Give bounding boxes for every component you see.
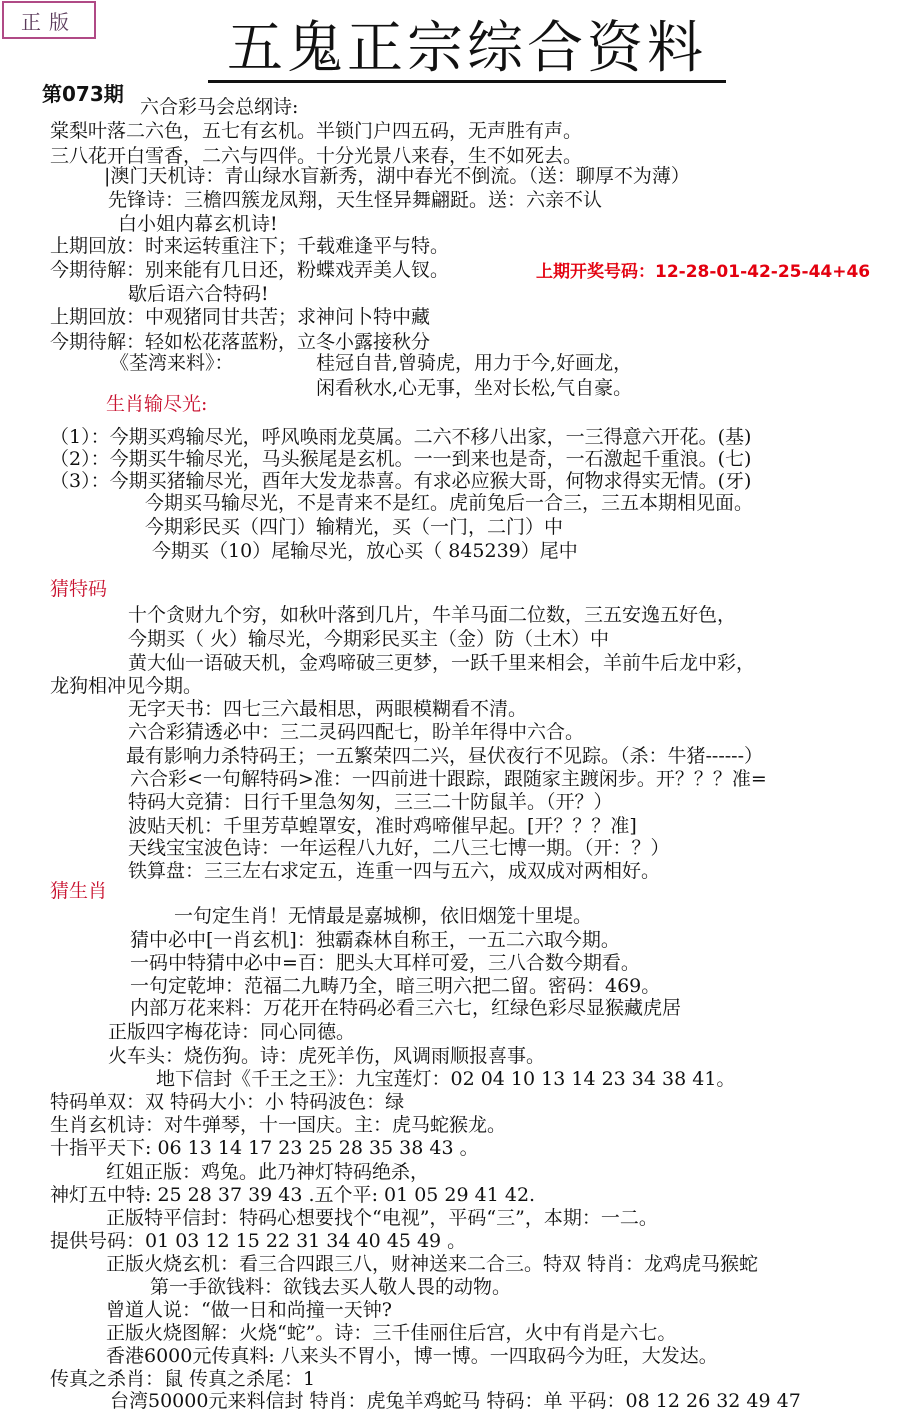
text-line: 火车头：烧伤狗。诗：虎死羊伤，风调雨顺报喜事。: [108, 1045, 546, 1067]
text-line: 六合彩<一句解特码>准：一四前进十跟踪，跟随家主踱闲步。开？？？准=: [130, 768, 767, 790]
text-line: 内部万花来料：万花开在特码必看三六七，红绿色彩尽显猴藏虎居: [130, 997, 682, 1019]
section-heading-zodiac-lose: 生肖输尽光:: [106, 393, 208, 415]
text-line: 十指平天下: 06 13 14 17 23 25 28 35 38 43 。: [50, 1137, 479, 1159]
text-line: 特码单双：双 特码大小：小 特码波色：绿: [50, 1091, 405, 1113]
section-heading-guess-zodiac: 猜生肖: [50, 880, 108, 902]
text-line: 黄大仙一语破天机，金鸡啼破三更梦，一跃千里来相会，羊前牛后龙中彩，: [128, 652, 756, 674]
edition-badge-label: 正版: [21, 9, 77, 34]
text-line: 今期待解：轻如松花落蓝粉，立冬小露接秋分: [50, 331, 431, 353]
text-line: 第一手欲钱料：欲钱去买人敬人畏的动物。: [150, 1276, 512, 1298]
text-line: 正版火烧玄机：看三合四跟三八，财神送来二合三。特双 特肖：龙鸡虎马猴蛇: [106, 1253, 759, 1275]
text-line: 传真之杀肖：鼠 传真之杀尾：1: [50, 1368, 316, 1390]
text-line: 台湾50000元来料信封 特肖：虎兔羊鸡蛇马 特码：单 平码：08 12 26 32 49 47: [110, 1390, 801, 1412]
text-line: 今期买（10）尾输尽光，放心买（ 845239）尾中: [152, 540, 578, 562]
text-line: 一码中特猜中必中=百：肥头大耳样可爱，三八合数今期看。: [130, 952, 640, 974]
text-line: 六合彩马会总纲诗:: [140, 96, 299, 118]
text-line: 香港6000元传真料: 八来头不胃小，博一博。一四取码今为旺，大发达。: [106, 1345, 718, 1367]
text-line: 最有影响力杀特码王；一五繁荣四二兴，昼伏夜行不见踪。（杀：牛猪------）: [126, 745, 764, 767]
text-line: 《荃湾来料》：: [110, 352, 234, 374]
text-line: 铁算盘：三三左右求定五，连重一四与五六，成双成对两相好。: [128, 860, 661, 882]
text-line: 生肖玄机诗：对牛弹琴，十一国庆。主：虎马蛇猴龙。: [50, 1114, 507, 1136]
issue-number: 第073期: [42, 82, 124, 106]
text-line: 先锋诗：三檐四簇龙凤翔，天生怪异舞翩跹。送：六亲不认: [108, 189, 603, 211]
last-draw-numbers: 上期开奖号码：12-28-01-42-25-44+46: [536, 262, 871, 282]
text-line: 龙狗相冲见今期。: [50, 675, 203, 697]
section-heading-guess-special: 猜特码: [50, 578, 108, 600]
text-line: 猜中必中[一肖玄机]：独霸森林自称王，一五二六取今期。: [130, 929, 620, 951]
text-line: 三八花开白雪香，二六与四伴。十分光景八来春，生不如死去。: [50, 145, 583, 167]
text-line: 棠梨叶落二六色，五七有玄机。半锁门户四五码，无声胜有声。: [50, 120, 583, 142]
text-line: 白小姐内幕玄机诗!: [118, 213, 278, 235]
edition-badge: [2, 1, 96, 39]
text-line: 闲看秋水,心无事，坐对长松,气自豪。: [316, 377, 633, 399]
text-line: 一句定生肖！无情最是嘉城柳，依旧烟笼十里堤。: [174, 905, 593, 927]
text-line: 上期回放：中观猪同甘共苦；求神问卜特中藏: [50, 306, 431, 328]
text-line: 六合彩猜透必中：三二灵码四配七，盼羊年得中六合。: [128, 721, 585, 743]
text-line: （2）：今期买牛输尽光，马头猴尾是玄机。一一到来也是奇，一石激起千重浪。(七): [50, 448, 752, 470]
text-line: 今期彩民买（四门）输精光，买（一门，二门）中: [145, 516, 564, 538]
text-line: 曾道人说：“做一日和尚撞一天钟?: [106, 1299, 392, 1321]
text-line: 波贴天机：千里芳草蝗罩安，准时鸡啼催早起。[开？？？准]: [128, 815, 637, 837]
text-line: 正版特平信封：特码心想要找个“电视”，平码“三”，本期：一二。: [106, 1207, 658, 1229]
text-line: 歇后语六合特码!: [128, 283, 269, 305]
text-line: 今期待解：别来能有几日还，粉蝶戏弄美人钗。: [50, 259, 450, 281]
text-line: 无字天书：四七三六最相思，两眼模糊看不清。: [128, 698, 528, 720]
text-line: 地下信封《千王之王》：九宝莲灯：02 04 10 13 14 23 34 38 41。: [156, 1068, 736, 1090]
text-line: 红姐正版：鸡兔。此乃神灯特码绝杀，: [106, 1161, 430, 1183]
text-line: 正版四字梅花诗：同心同德。: [108, 1021, 356, 1043]
text-line: 桂冠自昔,曾骑虎，用力于今,好画龙，: [316, 352, 633, 374]
text-line: 今期买（ 火）输尽光，今期彩民买主（金）防（土木）中: [128, 628, 610, 650]
text-line: |澳门天机诗：青山绿水盲新秀，湖中春光不倒流。（送：聊厚不为薄）: [104, 165, 690, 187]
text-line: 十个贪财九个穷，如秋叶落到几片，牛羊马面二位数，三五安逸五好色，: [128, 604, 737, 626]
text-line: 今期买马输尽光，不是青来不是红。虎前兔后一合三，三五本期相见面。: [145, 492, 754, 514]
text-line: 天线宝宝波色诗：一年运程八九好，二八三七博一期。（开：？）: [128, 837, 670, 859]
text-line: 一句定乾坤：范福二九畴乃全，暗三明六把二留。密码：469。: [130, 975, 661, 997]
text-line: 特码大竞猜：日行千里急匆匆，三三二十防鼠羊。（开？）: [128, 791, 613, 813]
text-line: 提供号码：01 03 12 15 22 31 34 40 45 49 。: [50, 1230, 467, 1252]
text-line: 正版火烧图解：火烧“蛇”。诗：三千佳丽住后宫，火中有肖是六七。: [106, 1322, 677, 1344]
text-line: 上期回放：时来运转重注下；千载难逢平与特。: [50, 235, 450, 257]
text-line: （1）：今期买鸡输尽光，呼风唤雨龙莫属。二六不移八出家，一三得意六开花。(基): [50, 426, 752, 448]
text-line: （3）：今期买猪输尽光，酉年大发龙恭喜。有求必应猴大哥，何物求得实无情。(牙): [50, 470, 752, 492]
page-title: 五鬼正宗综合资料: [208, 18, 726, 83]
text-line: 神灯五中特: 25 28 37 39 43 .五个平: 01 05 29 41 42.: [50, 1184, 536, 1206]
